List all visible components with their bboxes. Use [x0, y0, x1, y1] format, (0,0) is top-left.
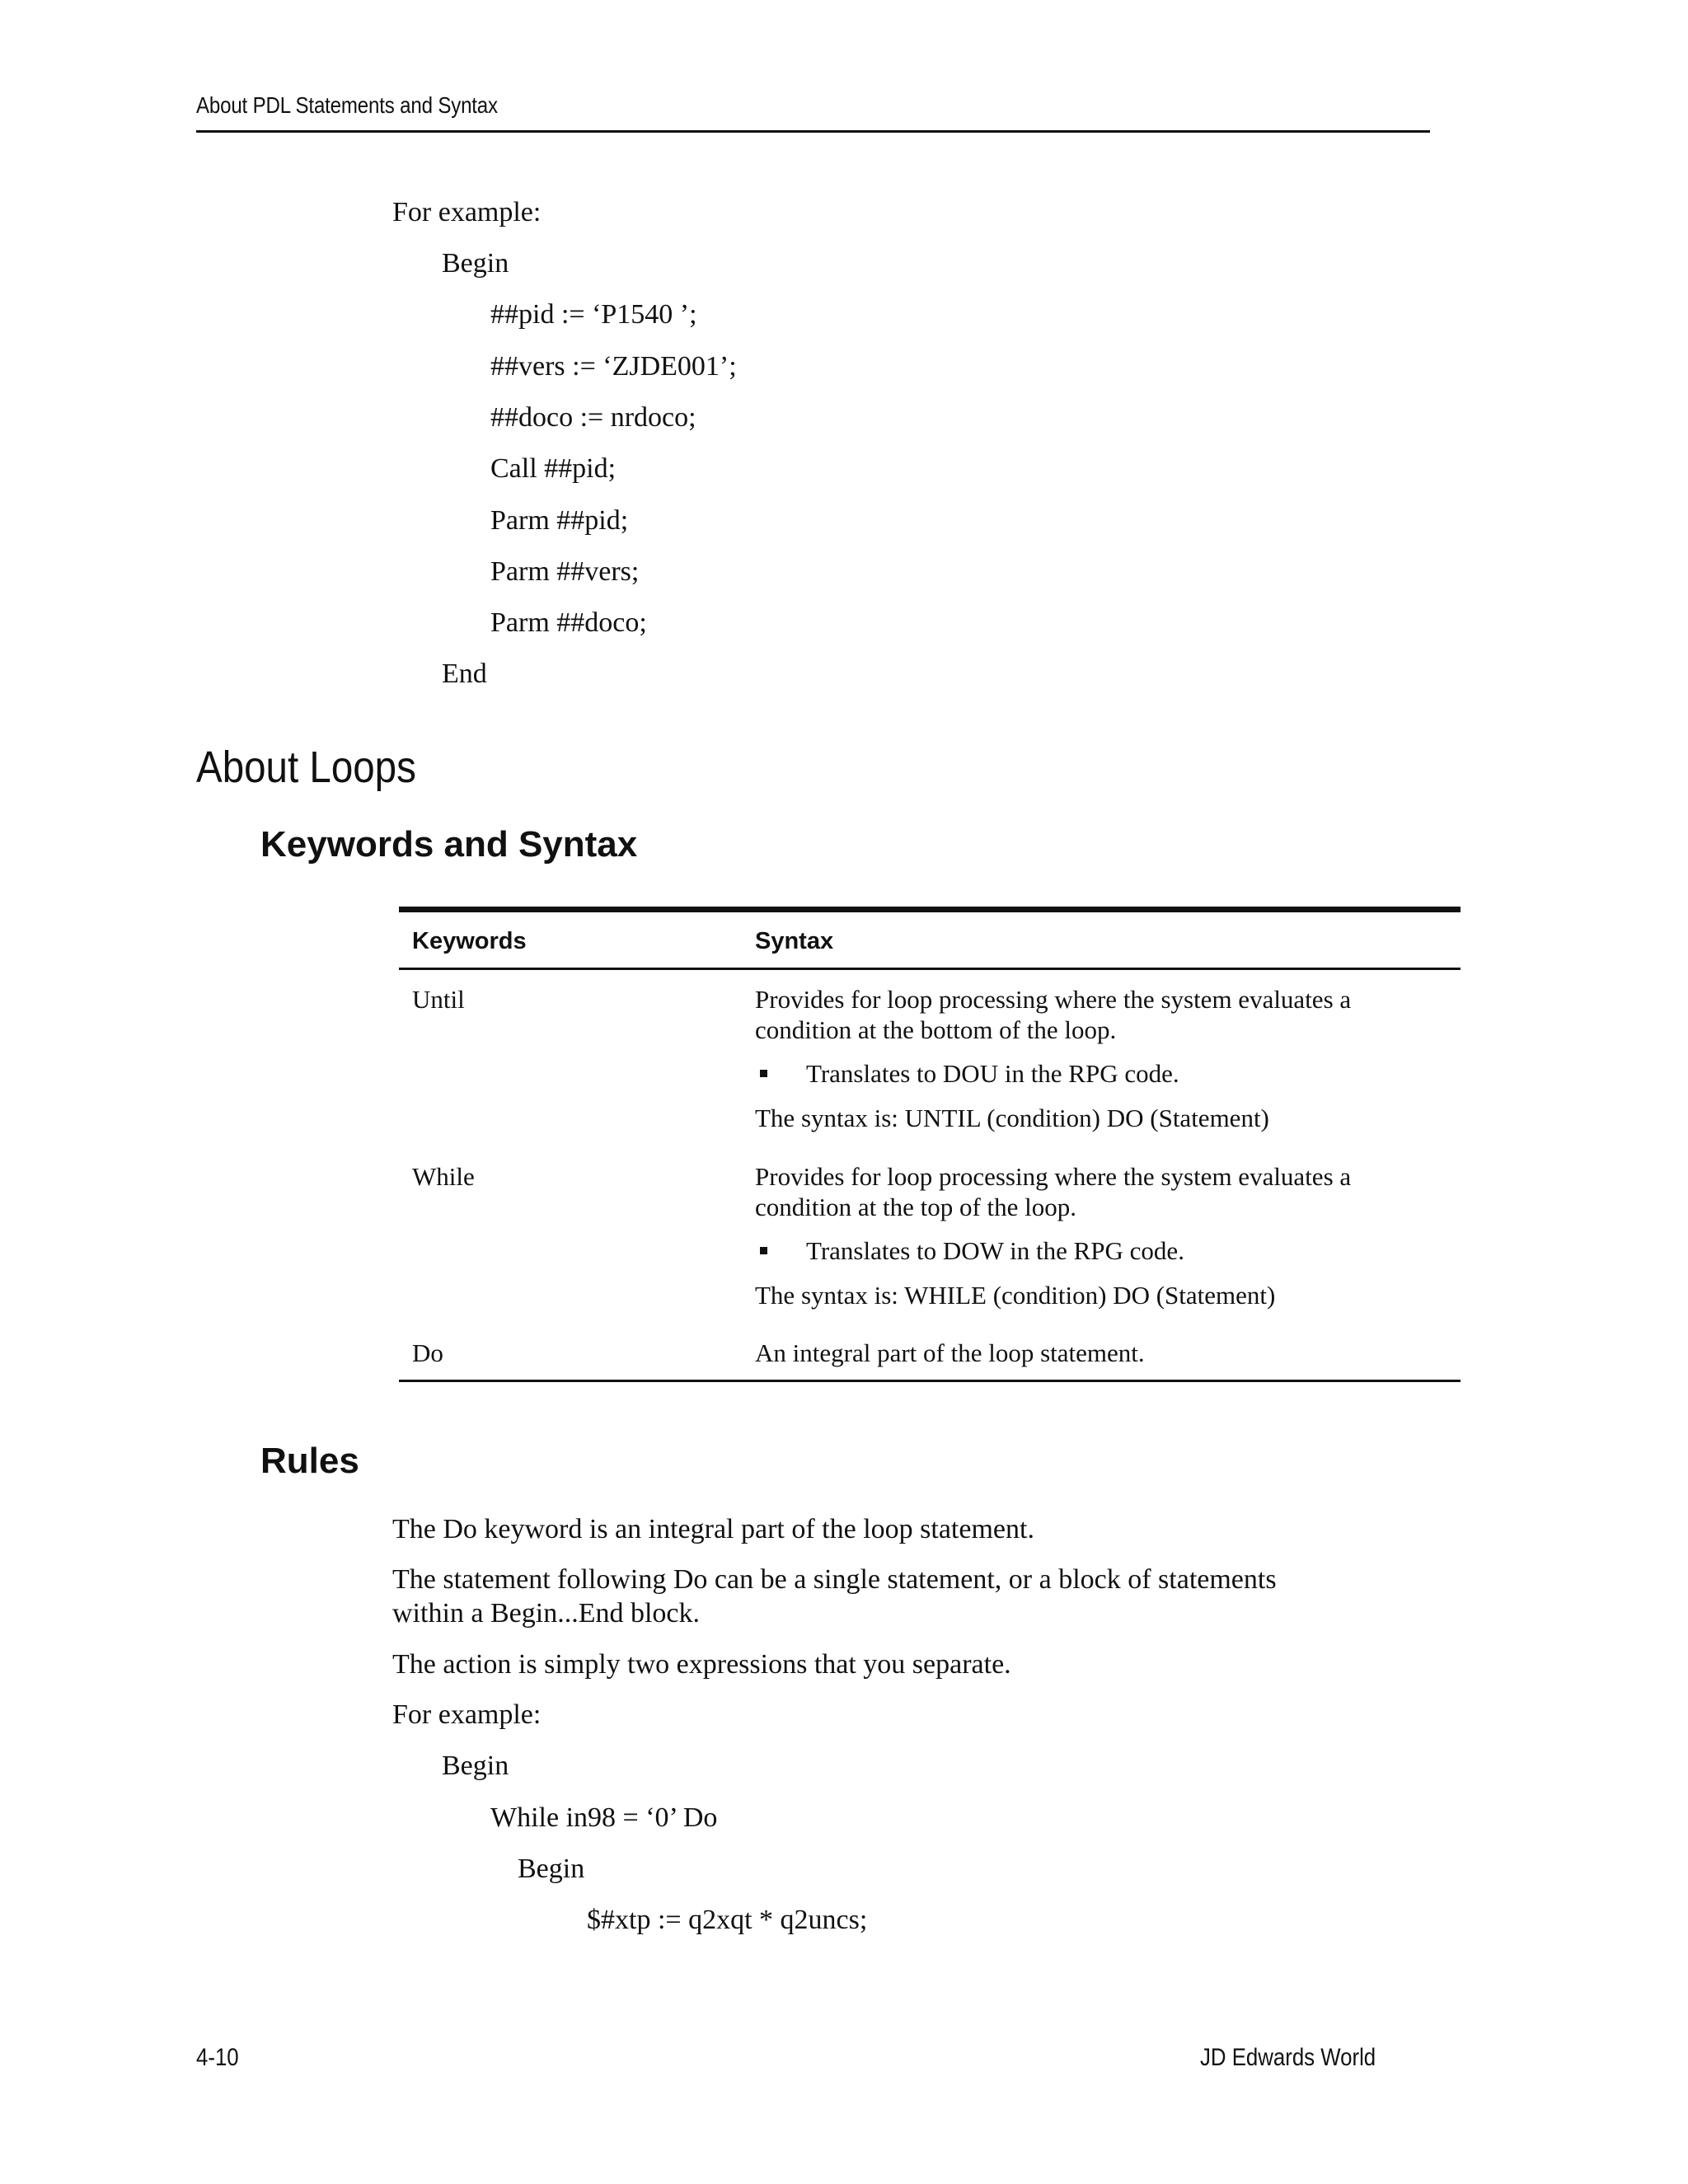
syntax-line: The syntax is: WHILE (condition) DO (Statement)	[755, 1281, 1276, 1310]
code-line: Begin	[442, 1750, 509, 1781]
code-line: Parm ##doco;	[490, 607, 647, 638]
description-line: An integral part of the loop statement.	[755, 1338, 1145, 1367]
code-line: Begin	[442, 248, 509, 279]
paragraph: For example:	[392, 1699, 542, 1730]
code-line: While in98 = ‘0’ Do	[490, 1802, 718, 1833]
header-rule	[196, 130, 1430, 133]
bullet-text: Translates to DOU in the RPG code.	[806, 1059, 1179, 1088]
code-line: ##doco := nrdoco;	[490, 402, 696, 433]
bullet-icon	[760, 1247, 767, 1254]
table-top-rule	[399, 907, 1461, 912]
footer-product-name: JD Edwards World	[1200, 2044, 1376, 2071]
code-line: ##pid := ‘P1540 ’;	[490, 299, 697, 330]
page-header	[196, 92, 1430, 119]
paragraph: The Do keyword is an integral part of the loop statement.	[392, 1514, 1034, 1544]
keyword-cell: Do	[412, 1338, 443, 1367]
column-header-syntax: Syntax	[755, 928, 834, 954]
description-line: condition at the bottom of the loop.	[755, 1015, 1117, 1044]
table-bottom-rule	[399, 1380, 1461, 1382]
subsection-heading-rules: Rules	[260, 1441, 359, 1481]
example-intro: For example:	[392, 197, 542, 227]
description-line: Provides for loop processing where the system evaluates a	[755, 1162, 1352, 1191]
keywords-table	[399, 907, 1461, 1367]
description-line: Provides for loop processing where the system evaluates a	[755, 985, 1352, 1014]
subsection-heading-keywords: Keywords and Syntax	[260, 824, 638, 865]
paragraph: The statement following Do can be a single statement, or a block of statements	[392, 1564, 1277, 1595]
section-heading: About Loops	[196, 743, 416, 792]
keyword-cell: Until	[412, 985, 465, 1014]
code-line: ##vers := ‘ZJDE001’;	[490, 351, 737, 382]
code-line: Parm ##pid;	[490, 505, 629, 536]
keyword-cell: While	[412, 1162, 475, 1191]
code-line: End	[442, 658, 487, 689]
paragraph: within a Begin...End block.	[392, 1598, 701, 1629]
code-line: Call ##pid;	[490, 453, 617, 484]
code-line: Begin	[518, 1854, 585, 1884]
header-title: About PDL Statements and Syntax	[196, 92, 498, 118]
description-line: condition at the top of the loop.	[755, 1193, 1077, 1221]
syntax-line: The syntax is: UNTIL (condition) DO (Statement)	[755, 1104, 1269, 1132]
table-header-row	[399, 912, 1461, 968]
column-header-keywords: Keywords	[412, 928, 527, 954]
bullet-icon	[760, 1070, 767, 1077]
table-header-rule	[399, 968, 1461, 970]
paragraph: The action is simply two expressions that you separate.	[392, 1649, 1011, 1680]
code-line: Parm ##vers;	[490, 556, 640, 587]
bullet-text: Translates to DOW in the RPG code.	[806, 1236, 1184, 1265]
code-line: $#xtp := q2xqt * q2uncs;	[587, 1905, 868, 1935]
footer-page-number: 4-10	[196, 2044, 239, 2071]
